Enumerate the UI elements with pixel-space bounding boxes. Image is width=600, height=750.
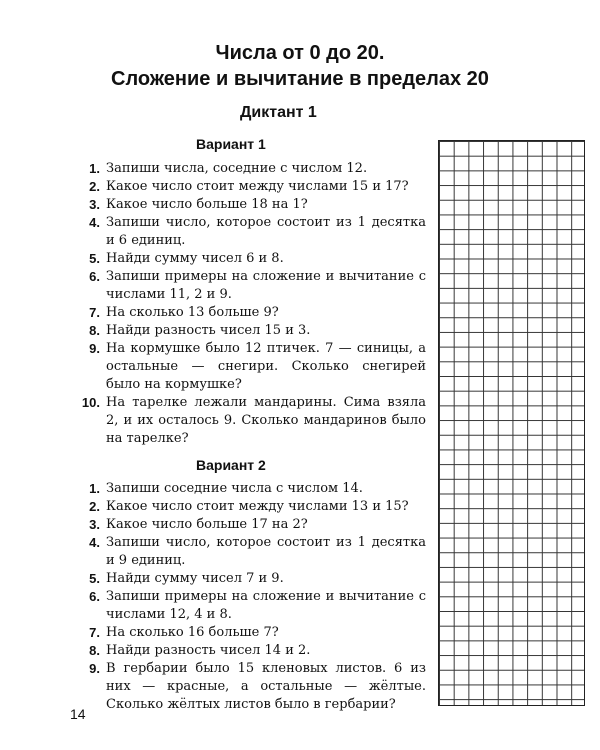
task-text: В гербарии было 15 кленовых листов. 6 из них — красные, а остальные — жёлтые. Сколько жёлтых листов было в гербарии? [106, 661, 426, 712]
task-number: 5. [89, 251, 100, 266]
task-number: 2. [89, 499, 100, 514]
task-number: 3. [89, 197, 100, 212]
dictation-heading: Диктант 1 [240, 104, 317, 121]
task-text: Запиши числа, соседние с числом 12. [106, 161, 368, 176]
task-text: Какое число стоит между числами 15 и 17? [106, 179, 409, 194]
title-line-2: Сложение и вычитание в пределах 20 [111, 68, 489, 90]
task-item [78, 498, 426, 516]
task-number: 7. [89, 625, 100, 640]
task-item [78, 588, 426, 624]
task-text: Запиши примеры на сложение и вычитание с числами 11, 2 и 9. [106, 269, 426, 302]
task-item [78, 196, 426, 214]
variant-2-heading: Вариант 2 [196, 457, 266, 473]
page-title [0, 40, 600, 92]
task-text: На кормушке было 12 птичек. 7 — синицы, а остальные — снегири. Сколько снегирей было на кормушке? [106, 341, 426, 392]
task-item [78, 624, 426, 642]
task-number: 1. [89, 481, 100, 496]
task-text: Найди разность чисел 14 и 2. [106, 643, 311, 658]
task-item [78, 178, 426, 196]
task-number: 4. [89, 215, 100, 230]
task-number: 4. [89, 535, 100, 550]
task-number: 5. [89, 571, 100, 586]
variant-1-task-list [78, 160, 426, 448]
task-number: 9. [89, 341, 100, 356]
task-text: Найди разность чисел 15 и 3. [106, 323, 311, 338]
task-text: Какое число больше 17 на 2? [106, 517, 308, 532]
task-item [78, 160, 426, 178]
task-number: 6. [89, 269, 100, 284]
task-item [78, 642, 426, 660]
task-text: Найди сумму чисел 6 и 8. [106, 251, 284, 266]
task-number: 1. [89, 161, 100, 176]
variant-1-heading: Вариант 1 [196, 136, 266, 152]
task-item [78, 250, 426, 268]
task-number: 7. [89, 305, 100, 320]
task-number: 9. [89, 661, 100, 676]
task-text: Найди сумму чисел 7 и 9. [106, 571, 284, 586]
page-number: 14 [70, 706, 86, 722]
task-text: Запиши соседние числа с числом 14. [106, 481, 363, 496]
task-item [78, 516, 426, 534]
task-item [78, 340, 426, 394]
task-number: 2. [89, 179, 100, 194]
task-item [78, 304, 426, 322]
task-item [78, 534, 426, 570]
task-text: Какое число больше 18 на 1? [106, 197, 308, 212]
task-text: Какое число стоит между числами 13 и 15? [106, 499, 409, 514]
task-text: На сколько 13 больше 9? [106, 305, 279, 320]
task-text: На тарелке лежали мандарины. Сима взяла 2, и их осталось 9. Сколько мандаринов было на тарелке? [106, 395, 426, 446]
task-text: Запиши примеры на сложение и вычитание с числами 12, 4 и 8. [106, 589, 426, 622]
title-line-1: Числа от 0 до 20. [215, 42, 385, 64]
task-text: Запиши число, которое состоит из 1 десятка и 6 единиц. [106, 215, 426, 248]
task-number: 8. [89, 643, 100, 658]
task-item [78, 322, 426, 340]
task-item [78, 394, 426, 448]
task-text: На сколько 16 больше 7? [106, 625, 279, 640]
task-text: Запиши число, которое состоит из 1 десятка и 9 единиц. [106, 535, 426, 568]
task-number: 8. [89, 323, 100, 338]
task-number: 3. [89, 517, 100, 532]
variant-2-task-list [78, 480, 426, 714]
answer-grid [438, 140, 585, 706]
task-number: 10. [81, 395, 100, 410]
task-item [78, 214, 426, 250]
task-item [78, 480, 426, 498]
task-number: 6. [89, 589, 100, 604]
task-item [78, 570, 426, 588]
task-item [78, 268, 426, 304]
task-item [78, 660, 426, 714]
